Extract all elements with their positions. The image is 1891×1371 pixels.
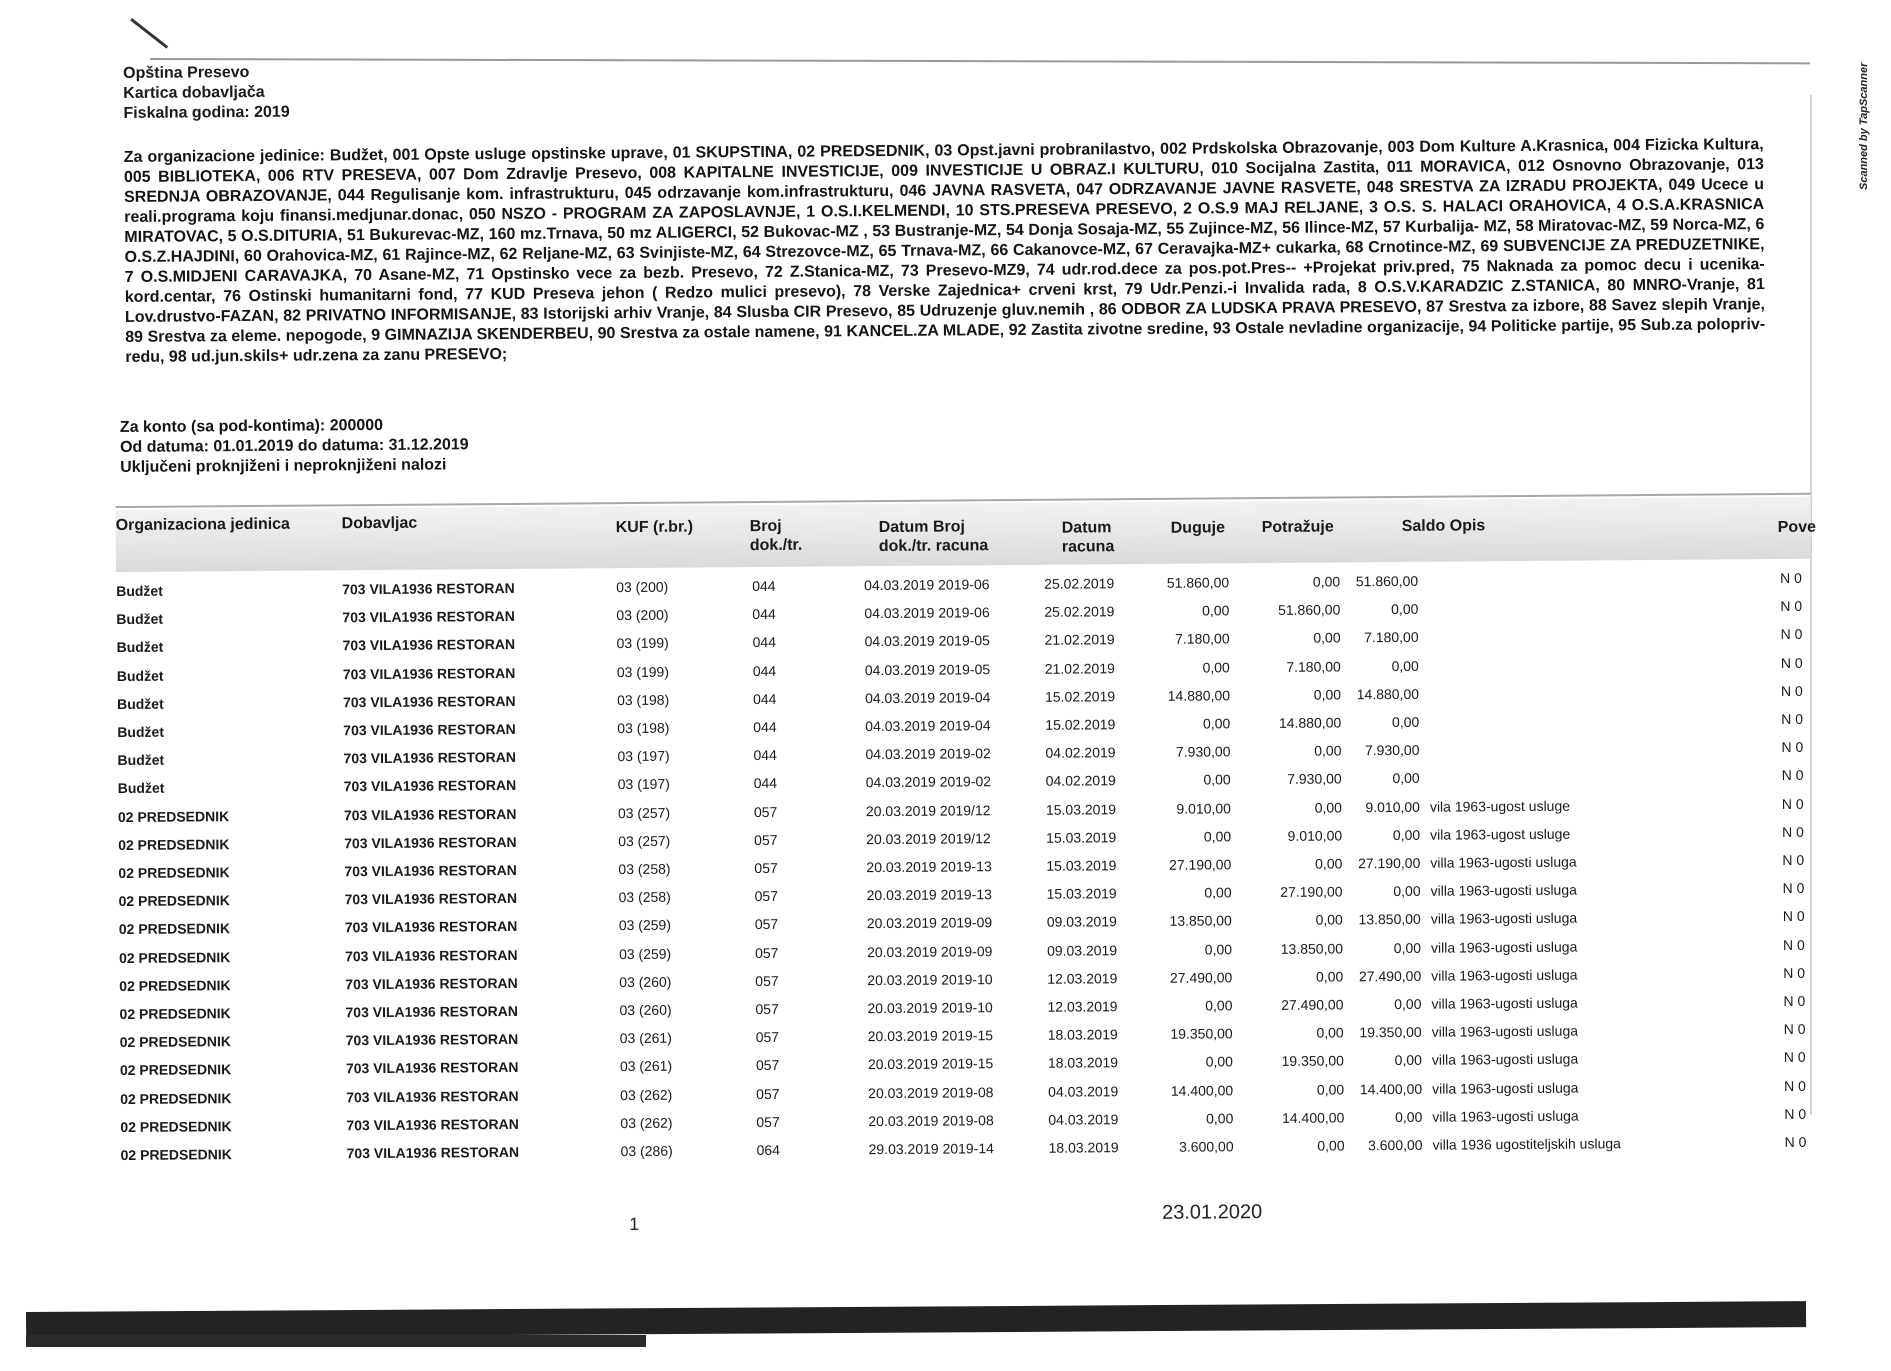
- cell-doc-date: 04.03.2019 2019-05: [864, 632, 990, 650]
- cell-pove: N 0: [1783, 1020, 1806, 1038]
- cell-credit: 9.010,00: [1287, 827, 1343, 844]
- cell-doc-no: 044: [753, 747, 777, 764]
- cell-balance: 0,00: [1393, 882, 1421, 900]
- cell-kuf: 03 (261): [619, 1029, 672, 1047]
- cell-doc-no: 044: [752, 606, 776, 623]
- cell-credit: 51.860,00: [1277, 601, 1341, 619]
- cell-debit: 0,00: [1202, 658, 1230, 676]
- cell-pove: N 0: [1781, 710, 1804, 727]
- cell-doc-date: 20.03.2019 2019-15: [867, 1027, 994, 1045]
- cell-org-unit: 02 PREDSEDNIK: [120, 1117, 232, 1135]
- cell-description: villa 1963-ugosti usluga: [1431, 966, 1578, 984]
- cell-doc-no: 057: [754, 916, 779, 933]
- cell-credit: 0,00: [1315, 855, 1343, 872]
- cell-kuf: 03 (257): [617, 804, 671, 821]
- municipality-name: Opština Presevo: [123, 63, 250, 82]
- cell-credit: 27.190,00: [1280, 883, 1343, 901]
- cell-doc-no: 044: [752, 690, 777, 707]
- cell-org-unit: 02 PREDSEDNIK: [118, 864, 230, 882]
- column-header-invoice-date-line1: Datum: [1061, 519, 1112, 537]
- cell-doc-no: 057: [753, 803, 778, 820]
- cell-supplier: 703 VILA1936 RESTORAN: [346, 1143, 520, 1162]
- cell-description: villa 1936 ugostiteljskih usluga: [1432, 1135, 1621, 1153]
- cell-pove: N 0: [1781, 738, 1804, 756]
- cell-doc-no: 057: [756, 1085, 780, 1102]
- cell-supplier: 703 VILA1936 RESTORAN: [342, 692, 516, 711]
- cell-org-unit: 02 PREDSEDNIK: [119, 1005, 231, 1023]
- cell-debit: 0,00: [1202, 715, 1231, 732]
- cell-org-unit: Budžet: [116, 639, 164, 656]
- column-header-doc-no: [750, 517, 803, 555]
- cell-supplier: 703 VILA1936 RESTORAN: [345, 974, 518, 993]
- cell-invoice-date: 15.02.2019: [1044, 688, 1116, 705]
- cell-balance: 51.860,00: [1355, 572, 1419, 590]
- cell-description: vila 1963-ugost usluge: [1430, 825, 1571, 843]
- cell-credit: 13.850,00: [1280, 940, 1344, 957]
- cell-doc-no: 057: [756, 1113, 780, 1130]
- cell-credit: 7.930,00: [1287, 770, 1342, 788]
- cell-supplier: 703 VILA1936 RESTORAN: [344, 918, 518, 936]
- fiscal-year: Fiskalna godina: 2019: [123, 103, 290, 122]
- cell-invoice-date: 15.02.2019: [1045, 716, 1116, 733]
- cell-invoice-date: 04.03.2019: [1048, 1110, 1119, 1128]
- account-filter: Za konto (sa pod-kontima): 200000: [119, 416, 384, 437]
- cell-org-unit: Budžet: [117, 723, 165, 741]
- report-title: Kartica dobavljača: [123, 83, 265, 102]
- cell-doc-date: 04.03.2019 2019-04: [864, 688, 991, 706]
- cell-debit: 9.010,00: [1176, 799, 1231, 817]
- cell-doc-date: 20.03.2019 2019/12: [866, 829, 991, 847]
- cell-pove: N 0: [1784, 1077, 1806, 1094]
- cell-doc-date: 04.03.2019 2019-02: [865, 773, 992, 791]
- cell-doc-date: 04.03.2019 2019-06: [864, 576, 990, 594]
- cell-debit: 27.190,00: [1168, 856, 1232, 873]
- column-header-doc-date-line2: dok./tr. racuna: [878, 537, 989, 556]
- cell-balance: 7.930,00: [1364, 742, 1420, 759]
- cell-pove: N 0: [1783, 1049, 1806, 1066]
- cell-supplier: 703 VILA1936 RESTORAN: [345, 1059, 519, 1077]
- column-header-kuf: KUF (r.br.): [615, 518, 694, 537]
- cell-doc-no: 057: [755, 972, 779, 989]
- cell-debit: 0,00: [1203, 828, 1232, 845]
- cell-description: villa 1963-ugosti usluga: [1431, 1050, 1579, 1069]
- column-header-invoice-date: [1062, 518, 1115, 556]
- cell-org-unit: Budžet: [117, 780, 165, 797]
- column-header-doc-date-line1: Datum Broj: [878, 518, 965, 537]
- cell-doc-no: 057: [755, 1000, 779, 1018]
- cell-invoice-date: 09.03.2019: [1046, 941, 1118, 959]
- cell-balance: 9.010,00: [1365, 798, 1420, 815]
- cell-credit: 19.350,00: [1281, 1052, 1344, 1070]
- cell-org-unit: 02 PREDSEDNIK: [118, 920, 231, 938]
- cell-org-unit: 02 PREDSEDNIK: [120, 1146, 232, 1164]
- cell-invoice-date: 25.02.2019: [1044, 575, 1115, 592]
- cell-debit: 0,00: [1204, 940, 1233, 958]
- cell-invoice-date: 25.02.2019: [1044, 603, 1115, 620]
- cell-description: villa 1963-ugosti usluga: [1432, 1107, 1579, 1125]
- cell-supplier: 703 VILA1936 RESTORAN: [343, 720, 516, 739]
- cell-balance: 13.850,00: [1358, 911, 1421, 928]
- cell-kuf: 03 (261): [619, 1058, 673, 1075]
- cell-balance: 0,00: [1393, 939, 1422, 956]
- cell-kuf: 03 (257): [618, 832, 671, 849]
- cell-invoice-date: 04.02.2019: [1045, 744, 1116, 761]
- page-number: 1: [629, 1213, 640, 1235]
- cell-kuf: 03 (258): [618, 860, 671, 878]
- scan-shadow-tail: [26, 1335, 646, 1347]
- cell-org-unit: 02 PREDSEDNIK: [119, 1033, 232, 1051]
- cell-description: villa 1963-ugosti usluga: [1430, 853, 1577, 871]
- cell-invoice-date: 15.03.2019: [1046, 828, 1117, 846]
- cell-doc-no: 057: [754, 888, 779, 905]
- cell-invoice-date: 04.03.2019: [1048, 1082, 1119, 1100]
- cell-doc-date: 04.03.2019 2019-04: [865, 717, 991, 735]
- cell-pove: N 0: [1782, 879, 1805, 897]
- cell-invoice-date: 18.03.2019: [1047, 1054, 1119, 1072]
- cell-org-unit: 02 PREDSEDNIK: [120, 1089, 232, 1107]
- cell-doc-date: 20.03.2019 2019-10: [867, 970, 993, 988]
- cell-supplier: 703 VILA1936 RESTORAN: [345, 1031, 519, 1049]
- cell-kuf: 03 (200): [616, 578, 669, 596]
- column-header-org-unit: Organizaciona jedinica: [115, 515, 290, 535]
- cell-org-unit: 02 PREDSEDNIK: [117, 807, 230, 825]
- column-header-credit: Potražuje: [1261, 518, 1334, 537]
- cell-description: villa 1963-ugosti usluga: [1430, 938, 1578, 956]
- cell-supplier: 703 VILA1936 RESTORAN: [342, 579, 515, 598]
- cell-debit: 0,00: [1205, 1053, 1233, 1070]
- cell-balance: 3.600,00: [1367, 1136, 1423, 1154]
- cell-kuf: 03 (197): [617, 776, 670, 793]
- cell-org-unit: 02 PREDSEDNIK: [119, 976, 231, 994]
- cell-kuf: 03 (199): [616, 663, 670, 680]
- cell-kuf: 03 (286): [620, 1142, 673, 1160]
- date-range: Od datuma: 01.01.2019 do datuma: 31.12.2019: [119, 436, 469, 457]
- cell-kuf: 03 (258): [618, 888, 671, 906]
- cell-supplier: 703 VILA1936 RESTORAN: [346, 1115, 519, 1134]
- cell-doc-date: 20.03.2019 2019-15: [867, 1055, 994, 1073]
- cell-org-unit: Budžet: [117, 751, 165, 769]
- cell-supplier: 703 VILA1936 RESTORAN: [343, 777, 517, 795]
- cell-doc-date: 20.03.2019 2019-09: [866, 914, 993, 932]
- cell-balance: 0,00: [1394, 995, 1422, 1013]
- cell-doc-no: 044: [752, 634, 777, 651]
- cell-doc-date: 04.03.2019 2019-06: [864, 604, 990, 622]
- cell-balance: 19.350,00: [1359, 1023, 1422, 1041]
- cell-supplier: 703 VILA1936 RESTORAN: [344, 946, 518, 964]
- cell-debit: 51.860,00: [1166, 574, 1230, 591]
- cell-supplier: 703 VILA1936 RESTORAN: [342, 664, 516, 682]
- cell-debit: 19.350,00: [1170, 1025, 1233, 1042]
- cell-balance: 14.400,00: [1359, 1080, 1423, 1097]
- cell-doc-no: 057: [754, 944, 779, 961]
- cell-kuf: 03 (262): [620, 1114, 673, 1131]
- scanner-credit: Scanned by TapScanner: [1858, 62, 1870, 190]
- cell-description: villa 1963-ugosti usluga: [1430, 881, 1577, 899]
- cell-debit: 14.400,00: [1170, 1081, 1234, 1099]
- cell-balance: 0,00: [1392, 770, 1420, 787]
- cell-org-unit: 02 PREDSEDNIK: [119, 1061, 232, 1079]
- cell-description: villa 1963-ugosti usluga: [1431, 994, 1578, 1012]
- column-header-doc-no-line1: Broj: [749, 517, 782, 536]
- cell-debit: 3.600,00: [1179, 1138, 1234, 1155]
- cell-doc-date: 20.03.2019 2019/12: [865, 801, 991, 819]
- cell-credit: 0,00: [1315, 911, 1343, 929]
- cell-doc-date: 20.03.2019 2019-10: [867, 999, 993, 1017]
- cell-pove: N 0: [1782, 908, 1805, 925]
- cell-doc-date: 04.03.2019 2019-02: [865, 745, 991, 763]
- cell-pove: N 0: [1780, 682, 1803, 699]
- cell-pove: N 0: [1784, 1133, 1807, 1150]
- cell-debit: 0,00: [1205, 997, 1233, 1014]
- cell-credit: 0,00: [1314, 742, 1342, 759]
- cell-credit: 0,00: [1312, 573, 1341, 590]
- cell-credit: 27.490,00: [1281, 996, 1344, 1013]
- org-units-filter: Za organizacione jedinice: Budžet, 001 Opste usluge opstinske uprave, 01 SKUPSTINA, 02 PREDSEDNIK, 03 Opst.javni probranilastvo, 002 Prdskolska Obrazovanje, 003 Dom Kulture A.Krasnica, 004 Fizicka Kultura, 005 BIBLIOTEKA, 006 RTV PRESEVA, 007 Dom Zdravlje Presevo, 008 KAPITALNE INVESTICIJE, 009 INVESTICIJE U OBRAZ.I KULTURU, 010 Socijalna Zastita, 011 MORAVICA, 012 Osnovno Obrazovanje, 013 SREDNJA OBRAZOVANJE, 044 Regulisanje kom. infrastrukturu, 045 odrzavanje kom.infrastrukturu, 046 JAVNA RASVETA, 047 ODRZAVANJE JAVNE RASVETE, 048 SRESTVA ZA IZRADU PROJEKTA, 049 Ucece u reali.programa koju finansi.medjunar.donac, 050 NSZO - PROGRAM ZA ZAPOSLAVNJE, 1 O.S.I.KELMENDI, 10 STS.PRESEVA PRESEVO, 2 O.S.9 MAJ RELJANE, 3 O.S. S. HALACI ORAHOVICA, 4 O.S.A.KRASNICA MIRATOVAC, 5 O.S.DITURIA, 51 Bukurevac-MZ, 160 mz.Trnava, 50 mz ALIGERCI, 52 Bukovac-MZ , 53 Bustranje-MZ, 54 Donja Sosaja-MZ, 55 Zujince-MZ, 56 Ilince-MZ, 57 Kurbalija- MZ, 58 Miratovac-MZ, 59 Norca-MZ, 6 O.S.Z.HAJDINI, 60 Orahovica-MZ, 61 Rajince-MZ, 62 Reljane-MZ, 63 Svinjiste-MZ, 64 Strezovce-MZ, 65 Trnava-MZ, 66 Cakanovce-MZ, 67 Ceravajka-MZ+ cukarka, 68 Crnotince-MZ, 69 SUBVENCIJE ZA PREDUZETNIKE, 7 O.S.MIDJENI CARAVAJKA, 70 Asane-MZ, 71 Opstinsko vece za bezb. Presevo, 72 Z.Stanica-MZ, 73 Presevo-MZ9, 74 udr.rod.dece za pos.pot.Pres-- +Projekat priv.pred, 75 Naknada za pomoc decu i ucenika-kord.centar, 76 Ostinski humanitarni fond, 77 KUD Preseva jehon ( Redzo mulici presevo), 78 Verske Zajednica+ crveni krst, 79 Udr.Penzi.-i Invalida rada, 8 O.S.V.KARADZIC Z.STANICA, 80 MNRO-Vranje, 81 Lov.drustvo-FAZAN, 82 PRIVATNO INFORMISANJE, 83 Istorijski arhiv Vranje, 84 Slusba CIR Presevo, 85 Udruzenje gluv.nemih , 86 ODBOR ZA LUDSKA PRAVA PRESEVO, 87 Srestva za izbore, 88 Savez slepih Vranje, 89 Srestva za eleme. nepogode, 9 GIMNAZIJA SKENDERBEU, 90 Srestva za ostale namene, 91 KANCEL.ZA MLADE, 92 Zastita zivotne sredine, 93 Ostale nevladine organizacije, 94 Politicke partije, 95 Sub.za poloprivredu, 98 ud.jun.skils+ udr.zena za zanu PRESEVO;: [123, 136, 1766, 366]
- cell-invoice-date: 12.03.2019: [1047, 998, 1118, 1015]
- cell-doc-no: 057: [755, 1057, 780, 1074]
- cell-supplier: 703 VILA1936 RESTORAN: [344, 890, 518, 908]
- cell-doc-no: 044: [752, 577, 776, 595]
- cell-supplier: 703 VILA1936 RESTORAN: [343, 749, 517, 767]
- cell-debit: 0,00: [1204, 884, 1232, 901]
- cell-org-unit: Budžet: [116, 610, 164, 628]
- cell-credit: 7.180,00: [1286, 658, 1341, 675]
- cell-invoice-date: 15.03.2019: [1045, 800, 1117, 818]
- column-header-doc-no-line2: dok./tr.: [749, 536, 803, 555]
- cell-balance: 0,00: [1391, 713, 1420, 731]
- cell-pove: N 0: [1782, 936, 1805, 953]
- cell-kuf: 03 (259): [618, 917, 672, 934]
- cell-kuf: 03 (262): [620, 1086, 673, 1103]
- cell-doc-no: 057: [754, 859, 778, 877]
- cell-org-unit: Budžet: [116, 667, 164, 684]
- cell-description: villa 1963-ugosti usluga: [1432, 1079, 1579, 1097]
- cell-org-unit: Budžet: [116, 695, 164, 712]
- cell-doc-date: 20.03.2019 2019-08: [868, 1111, 994, 1129]
- cell-supplier: 703 VILA1936 RESTORAN: [342, 636, 516, 654]
- column-header-pove: Pove: [1777, 518, 1817, 536]
- cell-credit: 0,00: [1314, 799, 1342, 816]
- cell-pove: N 0: [1784, 1105, 1807, 1122]
- cell-kuf: 03 (198): [617, 719, 670, 737]
- cell-kuf: 03 (200): [616, 606, 669, 624]
- cell-pove: N 0: [1780, 597, 1803, 615]
- cell-kuf: 03 (197): [617, 747, 670, 765]
- cell-pove: N 0: [1783, 964, 1806, 981]
- cell-balance: 14.880,00: [1356, 685, 1420, 703]
- cell-credit: 14.400,00: [1281, 1109, 1345, 1126]
- cell-invoice-date: 09.03.2019: [1046, 913, 1117, 931]
- cell-invoice-date: 21.02.2019: [1044, 659, 1115, 677]
- cell-org-unit: Budžet: [116, 582, 163, 600]
- cell-debit: 7.930,00: [1175, 743, 1231, 760]
- cell-credit: 14.880,00: [1278, 714, 1342, 731]
- cell-kuf: 03 (260): [619, 973, 672, 990]
- cell-credit: 0,00: [1315, 968, 1344, 985]
- cell-debit: 27.490,00: [1169, 969, 1233, 986]
- cell-doc-date: 20.03.2019 2019-13: [866, 858, 992, 876]
- cell-debit: 0,00: [1203, 771, 1231, 788]
- cell-invoice-date: 15.03.2019: [1046, 857, 1117, 874]
- cell-description: villa 1963-ugosti usluga: [1430, 909, 1578, 928]
- cell-doc-no: 044: [752, 662, 777, 679]
- report-header: [123, 63, 290, 124]
- cell-supplier: 703 VILA1936 RESTORAN: [346, 1087, 519, 1105]
- cell-org-unit: 02 PREDSEDNIK: [118, 892, 230, 910]
- cell-balance: 0,00: [1394, 1052, 1422, 1069]
- cell-org-unit: 02 PREDSEDNIK: [118, 948, 231, 966]
- cell-doc-date: 20.03.2019 2019-09: [866, 942, 993, 960]
- cell-doc-no: 057: [754, 831, 778, 848]
- cell-debit: 13.850,00: [1169, 912, 1232, 930]
- cell-pove: N 0: [1781, 767, 1804, 784]
- cell-doc-date: 04.03.2019 2019-05: [864, 660, 991, 678]
- cell-kuf: 03 (199): [616, 635, 669, 652]
- column-header-doc-date: [879, 517, 989, 556]
- cell-balance: 0,00: [1391, 601, 1419, 618]
- report-parameters: [120, 415, 469, 478]
- cell-invoice-date: 04.02.2019: [1045, 772, 1116, 790]
- cell-doc-date: 20.03.2019 2019-08: [868, 1083, 994, 1101]
- cell-balance: 0,00: [1392, 826, 1421, 843]
- cell-credit: 0,00: [1313, 629, 1341, 647]
- cell-credit: 0,00: [1316, 1081, 1345, 1098]
- column-header-debit: Duguje: [1170, 519, 1225, 537]
- cell-doc-no: 044: [753, 718, 777, 736]
- cell-balance: 0,00: [1395, 1108, 1423, 1125]
- cell-doc-no: 064: [756, 1141, 781, 1159]
- cell-credit: 0,00: [1313, 686, 1342, 703]
- cell-description: vila 1963-ugost usluge: [1429, 797, 1571, 815]
- cell-pove: N 0: [1781, 795, 1804, 812]
- cell-credit: 0,00: [1317, 1137, 1345, 1154]
- cell-kuf: 03 (260): [619, 1001, 672, 1019]
- cell-debit: 7.180,00: [1175, 630, 1230, 648]
- cell-pove: N 0: [1782, 823, 1804, 840]
- cell-kuf: 03 (259): [618, 945, 672, 962]
- column-header-balance-description: Saldo Opis: [1401, 517, 1486, 535]
- cell-supplier: 703 VILA1936 RESTORAN: [345, 1002, 519, 1021]
- cell-supplier: 703 VILA1936 RESTORAN: [342, 608, 515, 626]
- cell-pove: N 0: [1782, 851, 1805, 868]
- cell-balance: 0,00: [1391, 657, 1419, 674]
- cell-credit: 0,00: [1316, 1024, 1344, 1041]
- cell-pove: N 0: [1780, 626, 1803, 643]
- cell-invoice-date: 12.03.2019: [1047, 969, 1118, 987]
- cell-invoice-date: 18.03.2019: [1048, 1139, 1119, 1156]
- cell-balance: 7.180,00: [1364, 629, 1419, 646]
- cell-balance: 27.190,00: [1357, 854, 1421, 872]
- cell-pove: N 0: [1780, 654, 1803, 671]
- cell-doc-no: 044: [753, 775, 778, 792]
- included-orders-note: Uključeni proknjiženi i neproknjiženi nalozi: [120, 456, 447, 477]
- cell-doc-date: 20.03.2019 2019-13: [866, 886, 992, 904]
- cell-invoice-date: 18.03.2019: [1047, 1026, 1118, 1043]
- cell-description: villa 1963-ugosti usluga: [1431, 1022, 1579, 1040]
- cell-supplier: 703 VILA1936 RESTORAN: [343, 805, 517, 823]
- cell-debit: 0,00: [1206, 1110, 1234, 1127]
- cell-doc-no: 057: [755, 1029, 780, 1046]
- print-date: 23.01.2020: [1162, 1201, 1263, 1224]
- cell-supplier: 703 VILA1936 RESTORAN: [344, 833, 517, 852]
- cell-doc-date: 29.03.2019 2019-14: [868, 1140, 994, 1158]
- cell-debit: 14.880,00: [1167, 687, 1231, 704]
- cell-balance: 27.490,00: [1358, 967, 1422, 985]
- cell-pove: N 0: [1780, 569, 1802, 586]
- column-header-invoice-date-line2: racuna: [1061, 538, 1115, 556]
- cell-debit: 0,00: [1202, 602, 1230, 619]
- cell-kuf: 03 (198): [616, 691, 670, 708]
- cell-supplier: 703 VILA1936 RESTORAN: [344, 861, 517, 880]
- column-header-supplier: Dobavljac: [341, 514, 418, 533]
- cell-org-unit: 02 PREDSEDNIK: [118, 835, 230, 853]
- cell-invoice-date: 21.02.2019: [1044, 631, 1115, 649]
- cell-invoice-date: 15.03.2019: [1046, 885, 1117, 902]
- cell-pove: N 0: [1783, 992, 1806, 1009]
